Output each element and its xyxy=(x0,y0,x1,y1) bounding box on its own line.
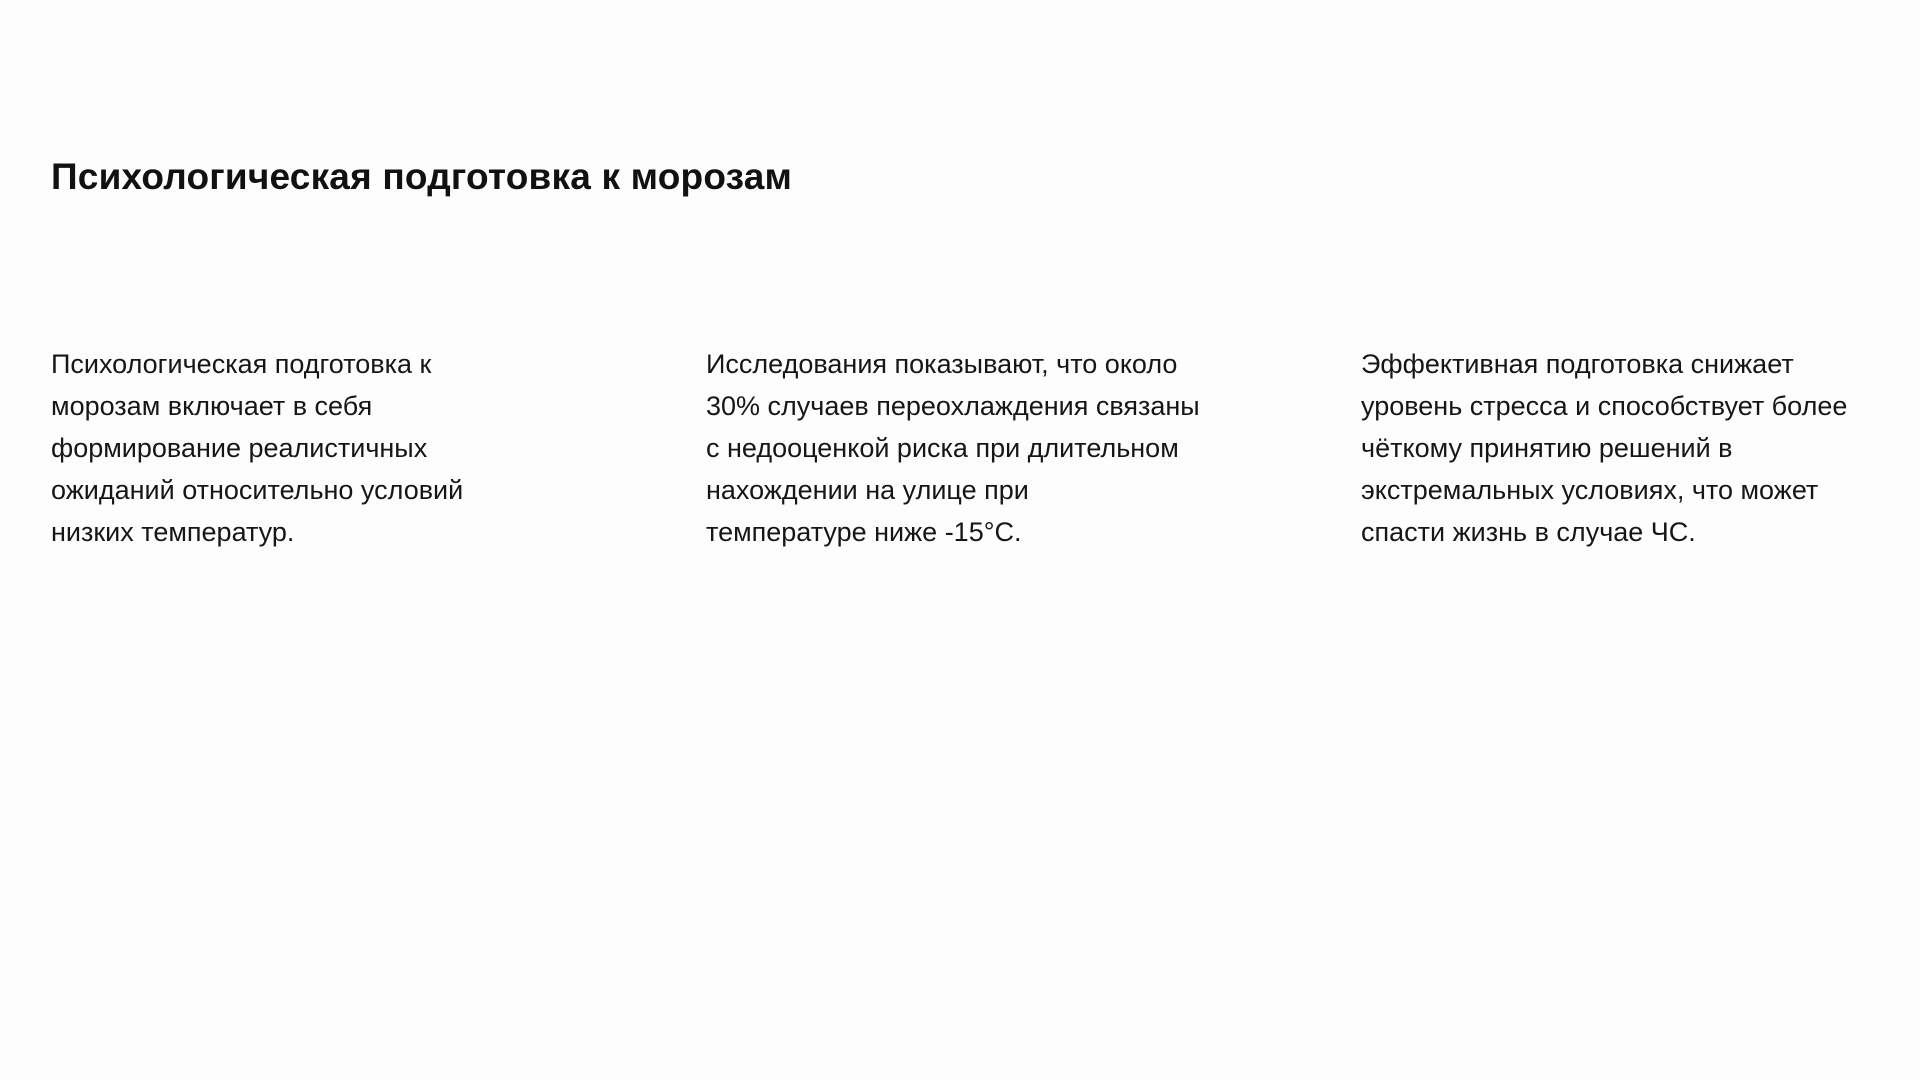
text-line: низких температур. xyxy=(51,517,295,547)
text-column-2 xyxy=(706,343,1221,553)
text-line: чёткому принятию решений в xyxy=(1361,433,1733,463)
text-line: морозам включает в себя xyxy=(51,391,373,421)
text-line: ожиданий относительно условий xyxy=(51,475,464,505)
text-line: 30% случаев переохлаждения связаны xyxy=(706,391,1200,421)
text-line: температуре ниже -15°C. xyxy=(706,517,1022,547)
text-line: с недооценкой риска при длительном xyxy=(706,433,1179,463)
text-line: Эффективная подготовка снижает xyxy=(1361,349,1794,379)
text-column-1 xyxy=(51,343,521,553)
text-line: экстремальных условиях, что может xyxy=(1361,475,1819,505)
text-line: нахождении на улице при xyxy=(706,475,1029,505)
text-line: формирование реалистичных xyxy=(51,433,428,463)
slide-title: Психологическая подготовка к морозам xyxy=(51,156,793,197)
text-line: уровень стресса и способствует более xyxy=(1361,391,1848,421)
text-column-3 xyxy=(1361,343,1876,553)
text-line: спасти жизнь в случае ЧС. xyxy=(1361,517,1696,547)
text-line: Исследования показывают, что около xyxy=(706,349,1178,379)
text-line: Психологическая подготовка к xyxy=(51,349,432,379)
